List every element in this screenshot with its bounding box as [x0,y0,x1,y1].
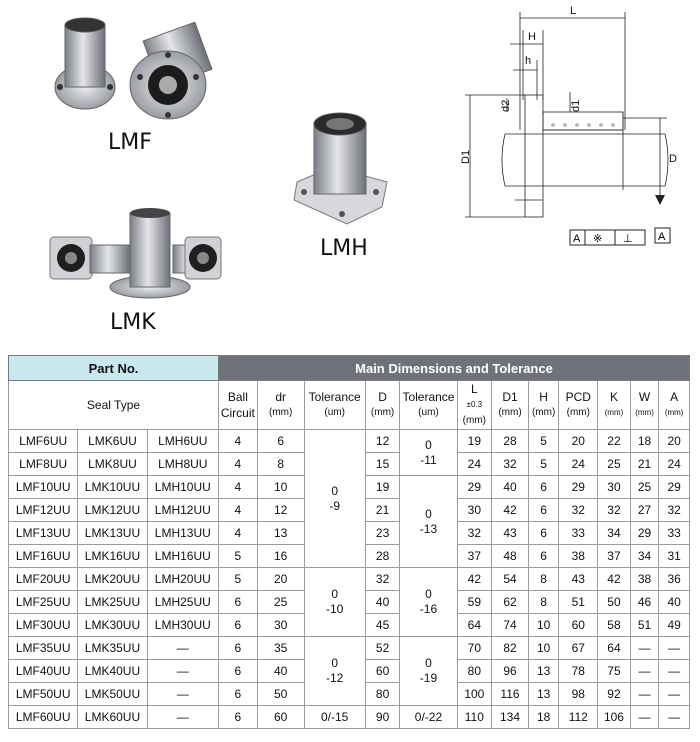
dr-cell: 13 [257,522,304,545]
lmk-part-cell: LMK35UU [78,637,147,660]
lmh-part-cell: LMH16UU [147,545,218,568]
lmk-label: LMK [110,310,156,335]
H-cell: 6 [528,499,559,522]
L-cell: 37 [457,545,492,568]
D1-cell: 82 [492,637,529,660]
L-header: L ±0.3 (mm) [457,381,492,430]
lmh-part-cell: LMH13UU [147,522,218,545]
PCD-cell: 67 [559,637,598,660]
H-cell: 6 [528,522,559,545]
table-row [9,706,690,729]
D-header: D (mm) [365,381,400,430]
W-cell: 51 [630,614,659,637]
PCD-cell: 78 [559,660,598,683]
lmf-part-cell: LMF8UU [9,453,78,476]
dr-cell: 25 [257,591,304,614]
dr-cell: 30 [257,614,304,637]
dr-cell: 50 [257,683,304,706]
H-cell: 5 [528,453,559,476]
H-cell: 13 [528,660,559,683]
lmh-part-cell: — [147,683,218,706]
H-cell: 8 [528,568,559,591]
lmk-product-image [45,205,225,300]
tolerance-D-cell: 0 -11 [400,430,457,476]
PCD-cell: 112 [559,706,598,729]
K-cell: 58 [598,614,631,637]
tolerance-dr-cell: 0 -9 [304,430,365,568]
D1-cell: 62 [492,591,529,614]
lmf-part-cell: LMF13UU [9,522,78,545]
ball-circuit-cell: 6 [218,591,257,614]
lmf-label: LMF [108,130,152,155]
H-cell: 5 [528,430,559,453]
K-cell: 42 [598,568,631,591]
D1-cell: 134 [492,706,529,729]
PCD-header: PCD (mm) [559,381,598,430]
tolerance-dr-header: Tolerance (um) [304,381,365,430]
D1-cell: 28 [492,430,529,453]
A-cell: 33 [659,522,690,545]
lmf-part-cell: LMF40UU [9,660,78,683]
PCD-cell: 32 [559,499,598,522]
L-cell: 29 [457,476,492,499]
W-cell: 38 [630,568,659,591]
L-cell: 70 [457,637,492,660]
L-cell: 19 [457,430,492,453]
dim-D-label: D [669,153,677,165]
dim-d1-label: d1 [570,99,582,112]
lmf-part-cell: LMF20UU [9,568,78,591]
dr-cell: 60 [257,706,304,729]
PCD-cell: 51 [559,591,598,614]
lmf-part-cell: LMF6UU [9,430,78,453]
H-cell: 18 [528,706,559,729]
D1-cell: 48 [492,545,529,568]
W-cell: 46 [630,591,659,614]
L-cell: 59 [457,591,492,614]
K-cell: 64 [598,637,631,660]
W-cell: 25 [630,476,659,499]
W-cell: 29 [630,522,659,545]
ball-circuit-cell: 5 [218,568,257,591]
A-cell: — [659,637,690,660]
D-cell: 28 [365,545,400,568]
table-body [9,430,690,729]
W-cell: 34 [630,545,659,568]
D-cell: 80 [365,683,400,706]
dr-cell: 8 [257,453,304,476]
A-cell: 31 [659,545,690,568]
D-cell: 40 [365,591,400,614]
W-header: W (mm) [630,381,659,430]
A-cell: 24 [659,453,690,476]
lmh-part-cell: LMH25UU [147,591,218,614]
K-cell: 25 [598,453,631,476]
PCD-cell: 24 [559,453,598,476]
table-row [9,430,690,453]
PCD-cell: 60 [559,614,598,637]
ball-circuit-cell: 5 [218,545,257,568]
H-header: H (mm) [528,381,559,430]
ball-circuit-cell: 6 [218,706,257,729]
dr-cell: 35 [257,637,304,660]
datum-A-label: A [658,231,666,243]
PCD-cell: 20 [559,430,598,453]
dr-cell: 12 [257,499,304,522]
ball-circuit-cell: 4 [218,522,257,545]
A-cell: — [659,706,690,729]
D-cell: 90 [365,706,400,729]
tolerance-dr-cell: 0 -12 [304,637,365,706]
lmh-part-cell: LMH20UU [147,568,218,591]
D1-cell: 54 [492,568,529,591]
lmk-part-cell: LMK30UU [78,614,147,637]
W-cell: — [630,660,659,683]
lmk-part-cell: LMK10UU [78,476,147,499]
D-cell: 21 [365,499,400,522]
tolerance-D-cell: 0 -16 [400,568,457,637]
lmf-part-cell: LMF10UU [9,476,78,499]
lmk-part-cell: LMK50UU [78,683,147,706]
lmf-part-cell: LMF25UU [9,591,78,614]
D-cell: 23 [365,522,400,545]
lmk-part-cell: LMK16UU [78,545,147,568]
dim-D1-label: D1 [460,149,472,164]
ball-circuit-cell: 6 [218,614,257,637]
dimensions-table [8,355,690,729]
W-cell: — [630,706,659,729]
lmf-part-cell: LMF35UU [9,637,78,660]
ball-circuit-cell: 6 [218,660,257,683]
D-cell: 15 [365,453,400,476]
tolerance-D-header: Tolerance (um) [400,381,457,430]
tolerance-dr-cell: 0 -10 [304,568,365,637]
tolerance-D-cell: 0 -19 [400,637,457,706]
lmf-part-cell: LMF50UU [9,683,78,706]
L-cell: 42 [457,568,492,591]
H-cell: 8 [528,591,559,614]
ball-circuit-cell: 4 [218,453,257,476]
PCD-cell: 29 [559,476,598,499]
ball-circuit-cell: 4 [218,499,257,522]
A-cell: 40 [659,591,690,614]
W-cell: 21 [630,453,659,476]
ball-circuit-cell: 4 [218,476,257,499]
lmf-part-cell: LMF16UU [9,545,78,568]
lmk-part-cell: LMK25UU [78,591,147,614]
ball-circuit-header: Ball Circuit [218,381,257,430]
D1-cell: 74 [492,614,529,637]
lmk-part-cell: LMK12UU [78,499,147,522]
lmh-part-cell: LMH30UU [147,614,218,637]
D-cell: 32 [365,568,400,591]
dr-cell: 6 [257,430,304,453]
L-cell: 32 [457,522,492,545]
D-cell: 19 [365,476,400,499]
K-cell: 30 [598,476,631,499]
dr-cell: 20 [257,568,304,591]
W-cell: 27 [630,499,659,522]
main-dimensions-header: Main Dimensions and Tolerance [218,356,689,381]
K-cell: 50 [598,591,631,614]
D-cell: 52 [365,637,400,660]
PCD-cell: 43 [559,568,598,591]
tolerance-symbol: ※ [593,233,603,245]
D1-cell: 96 [492,660,529,683]
dim-d2-label: d2 [500,99,512,112]
dr-header: dr (mm) [257,381,304,430]
A-cell: 32 [659,499,690,522]
lmh-product-image [292,112,392,227]
A-cell: 49 [659,614,690,637]
K-cell: 106 [598,706,631,729]
tolerance-dr-cell: 0/-15 [304,706,365,729]
part-no-header: Part No. [9,356,219,381]
A-cell: — [659,683,690,706]
lmk-part-cell: LMK13UU [78,522,147,545]
lmf-part-cell: LMF30UU [9,614,78,637]
L-cell: 64 [457,614,492,637]
D1-header: D1 (mm) [492,381,529,430]
seal-type-header: Seal Type [9,381,219,430]
A-cell: 36 [659,568,690,591]
ball-circuit-cell: 6 [218,637,257,660]
A-header: A (mm) [659,381,690,430]
table-row [9,637,690,660]
dr-cell: 10 [257,476,304,499]
tolerance-ref-A: A [573,233,581,245]
W-cell: — [630,683,659,706]
PCD-cell: 98 [559,683,598,706]
lmh-part-cell: LMH6UU [147,430,218,453]
lmk-part-cell: LMK6UU [78,430,147,453]
A-cell: 29 [659,476,690,499]
lmk-part-cell: LMK20UU [78,568,147,591]
D1-cell: 40 [492,476,529,499]
dim-L-label: L [570,5,577,17]
K-cell: 75 [598,660,631,683]
D-cell: 12 [365,430,400,453]
D-cell: 45 [365,614,400,637]
K-cell: 37 [598,545,631,568]
L-cell: 100 [457,683,492,706]
L-cell: 80 [457,660,492,683]
technical-drawing [455,0,695,255]
lmh-label: LMH [320,236,368,261]
ball-circuit-cell: 6 [218,683,257,706]
lmf-part-cell: LMF60UU [9,706,78,729]
L-cell: 110 [457,706,492,729]
lmk-part-cell: LMK8UU [78,453,147,476]
lmh-part-cell: — [147,637,218,660]
K-cell: 92 [598,683,631,706]
D1-cell: 32 [492,453,529,476]
H-cell: 10 [528,614,559,637]
D1-cell: 42 [492,499,529,522]
A-cell: — [659,660,690,683]
A-cell: 20 [659,430,690,453]
dr-cell: 16 [257,545,304,568]
D1-cell: 116 [492,683,529,706]
tolerance-D-cell: 0/-22 [400,706,457,729]
L-cell: 24 [457,453,492,476]
lmf-product-image [50,15,235,130]
H-cell: 6 [528,545,559,568]
lmh-part-cell: LMH12UU [147,499,218,522]
W-cell: 18 [630,430,659,453]
lmh-part-cell: — [147,706,218,729]
lmh-part-cell: LMH10UU [147,476,218,499]
table-row [9,568,690,591]
lmh-part-cell: LMH8UU [147,453,218,476]
lmk-part-cell: LMK40UU [78,660,147,683]
dim-H-label: H [528,31,536,43]
W-cell: — [630,637,659,660]
H-cell: 6 [528,476,559,499]
ball-circuit-cell: 4 [218,430,257,453]
D1-cell: 43 [492,522,529,545]
PCD-cell: 38 [559,545,598,568]
D-cell: 60 [365,660,400,683]
PCD-cell: 33 [559,522,598,545]
K-header: K (mm) [598,381,631,430]
K-cell: 32 [598,499,631,522]
dim-h-label: h [525,55,532,67]
tolerance-D-cell: 0 -13 [400,476,457,568]
dr-cell: 40 [257,660,304,683]
perpendicularity-symbol: ⊥ [623,233,633,245]
H-cell: 10 [528,637,559,660]
lmk-part-cell: LMK60UU [78,706,147,729]
lmf-part-cell: LMF12UU [9,499,78,522]
K-cell: 22 [598,430,631,453]
L-cell: 30 [457,499,492,522]
K-cell: 34 [598,522,631,545]
H-cell: 13 [528,683,559,706]
lmh-part-cell: — [147,660,218,683]
